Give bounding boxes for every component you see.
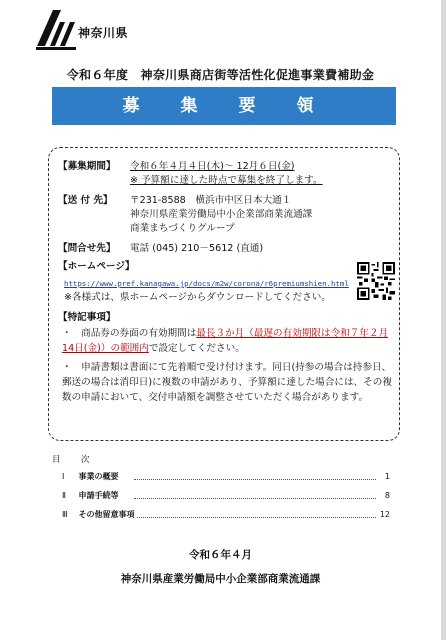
note-validity (62, 326, 390, 356)
note-validity-suffix: で設定してください。 (148, 343, 245, 354)
page-gutter (441, 0, 446, 640)
toc-item-number: Ⅱ (62, 491, 66, 500)
toc-item-label: 申請手続等 (78, 491, 119, 500)
subject-title: 令和６年度 神奈川県商店街等活性化促進事業費補助金 (66, 68, 375, 82)
destination-label: 【送 付 先】 (58, 195, 113, 206)
toc-title: 目 次 (52, 455, 96, 465)
kanagawa-logo-icon (34, 6, 78, 52)
toc-item-label: 事業の概要 (78, 472, 119, 481)
qr-code-icon (357, 262, 395, 300)
note-application: ・ 申請書類は書面にて先着順で受け付けます。同日(持参の場合は持参日、郵送の場合は消印日)に複数の申請があり、予算額に達した場合には、その複数の申請において、交付申請額を調整させていただく場合があります。 (62, 362, 392, 403)
toc-item-label: その他留意事項 (78, 510, 135, 519)
destination-group: 商業まちづくりグループ (130, 223, 235, 234)
homepage-link[interactable]: https://www.pref.kanagawa.jp/docs/m2w/corona/r6premiumshien.html (64, 279, 349, 288)
contact-label: 【問合せ先】 (58, 243, 116, 254)
toc-item-page: 1 (384, 472, 390, 481)
toc-item[interactable] (62, 490, 390, 502)
toc-item-number: Ⅲ (62, 510, 68, 519)
homepage-label: 【ホームページ】 (58, 261, 135, 272)
logo-name: 神奈川県 (78, 26, 129, 40)
period-note: ※ 予算額に達した時点で募集を終了します。 (130, 175, 323, 186)
toc-leader (134, 517, 376, 518)
download-note: ※各様式は、県ホームページからダウンロードしてください。 (64, 292, 331, 303)
special-notes-label: 【特記事項】 (58, 312, 116, 323)
document-title-banner: 募 集 要 領 (52, 87, 396, 125)
destination-office: 神奈川県産業労働局中小企業部商業流通課 (130, 209, 313, 220)
toc-item-number: Ⅰ (62, 472, 65, 481)
note-validity-prefix: ・ 商品券の券面の有効期間は (62, 328, 197, 339)
toc-leader (134, 479, 376, 480)
issue-date: 令和６年４月 (189, 549, 252, 561)
toc-item-page: 8 (384, 491, 390, 500)
contact-phone: 電話 (045) 210－5612 (直通) (130, 243, 264, 254)
period-label: 【募集期間】 (58, 161, 116, 172)
issuing-department: 神奈川県産業労働局中小企業部商業流通課 (120, 573, 321, 585)
toc-leader (134, 498, 376, 499)
note-validity-emphasis: 最長３か月（最遅の有効期限は令和７年２月14日(金)）の範囲内 (62, 328, 389, 354)
toc-item-page: 12 (379, 510, 390, 519)
toc-item[interactable] (62, 471, 390, 483)
toc-item[interactable] (62, 509, 390, 521)
period-value: 令和６年４月４日(木)～ 12月６日(金) (130, 161, 295, 172)
destination-address: 〒231-8588 横浜市中区日本大通１ (130, 195, 292, 206)
